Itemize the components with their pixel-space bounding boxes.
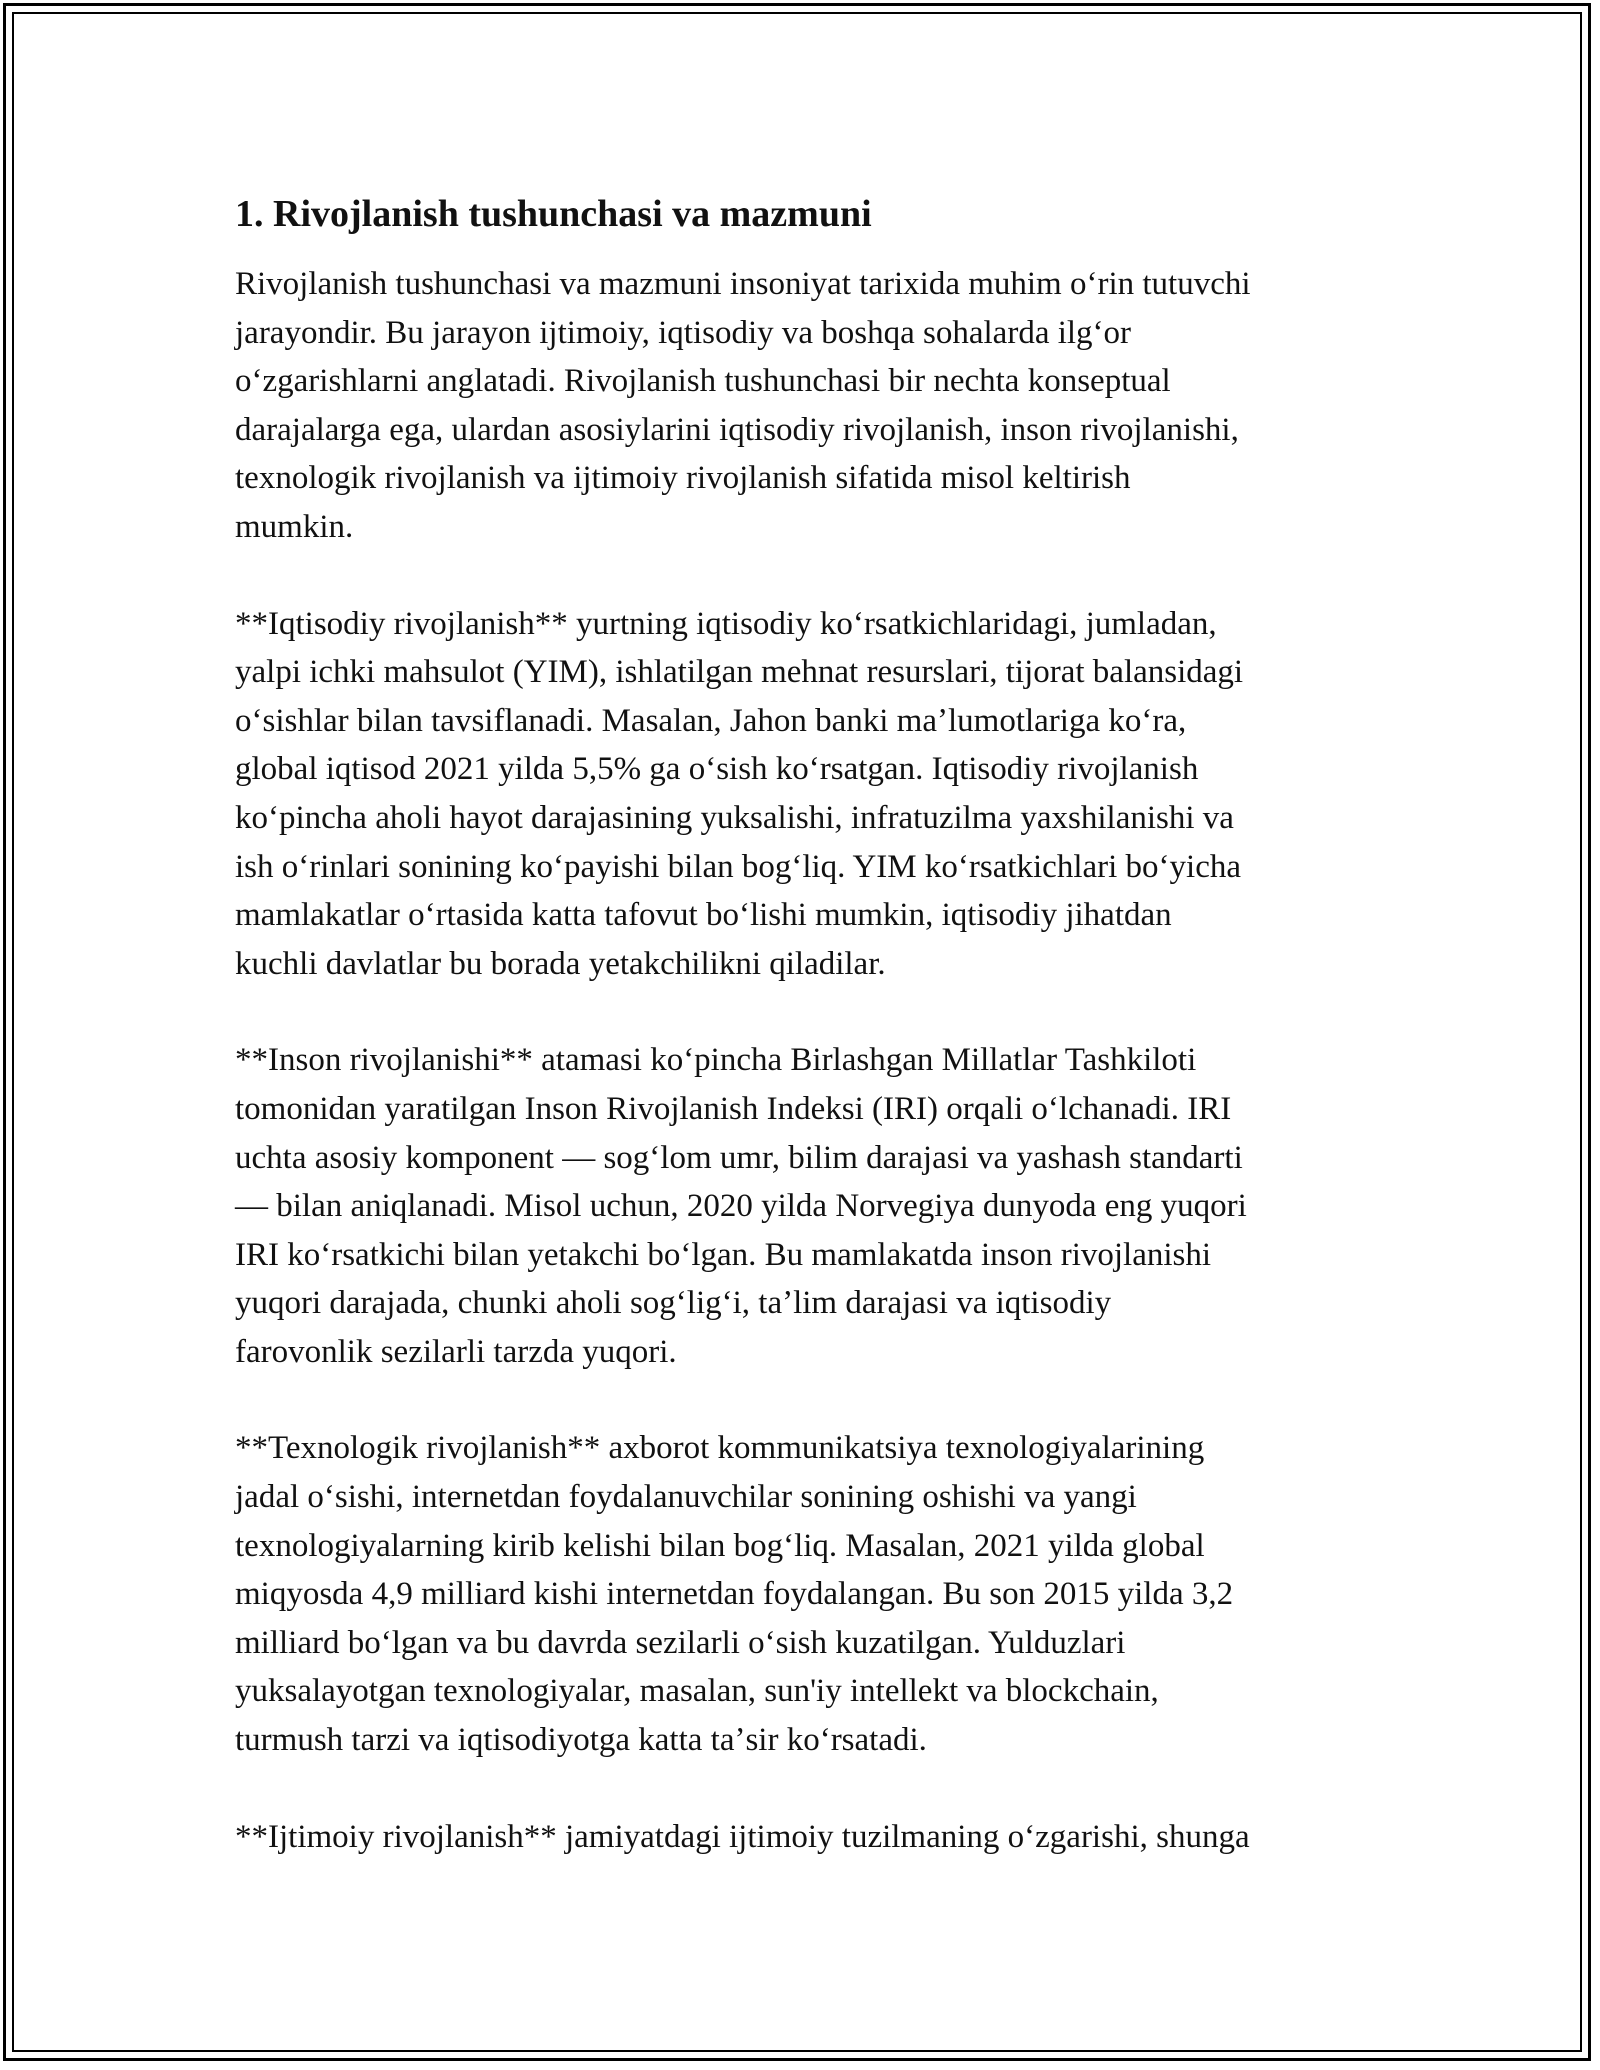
- paragraph-economic-development: **Iqtisodiy rivojlanish** yurtning iqtisodiy koʻrsatkichlaridagi, jumladan, yalpi ichki mahsulot (YIM), ishlatilgan mehnat resurslari, tijorat balansidagi oʻsishlar bilan tavsiflanadi. Masalan, Jahon banki maʼlumotlariga koʻra, global iqtisod 2021 yilda 5,5% ga oʻsish koʻrsatgan. Iqtisodiy rivojlanish koʻpincha aholi hayot darajasining yuksalishi, infratuzilma yaxshilanishi va ish oʻrinlari sonining koʻpayishi bilan bogʻliq. YIM koʻrsatkichlari boʻyicha mamlakatlar oʻrtasida katta tafovut boʻlishi mumkin, iqtisodiy jihatdan kuchli davlatlar bu borada yetakchilikni qiladilar.: [235, 605, 1244, 982]
- paragraph-intro: Rivojlanish tushunchasi va mazmuni insoniyat tarixida muhim oʻrin tutuvchi jarayondir. Bu jarayon ijtimoiy, iqtisodiy va boshqa sohalarda ilgʻor oʻzgarishlarni anglatadi. Rivojlanish tushunchasi bir nechta konseptual darajalarga ega, ulardan asosiylarini iqtisodiy rivojlanish, inson rivojlanishi, texnologik rivojlanish va ijtimoiy rivojlanish sifatida misol keltirish mumkin.: [235, 266, 1251, 545]
- document-body: [235, 188, 1375, 1909]
- paragraph-technological-development: **Texnologik rivojlanish** axborot kommunikatsiya texnologiyalarining jadal oʻsishi, internetdan foydalanuvchilar sonining oshishi va yangi texnologiyalarning kirib kelishi bilan bogʻliq. Masalan, 2021 yilda global miqyosda 4,9 milliard kishi internetdan foydalangan. Bu son 2015 yilda 3,2 milliard boʻlgan va bu davrda sezilarli oʻsish kuzatilgan. Yulduzlari yuksalayotgan texnologiyalar, masalan, sun'iy intellekt va blockchain, turmush tarzi va iqtisodiyotga katta taʼsir koʻrsatadi.: [235, 1430, 1234, 1759]
- paragraph-social-development: **Ijtimoiy rivojlanish** jamiyatdagi ijtimoiy tuzilmaning oʻzgarishi, shunga: [235, 1818, 1250, 1855]
- section-heading: 1. Rivojlanish tushunchasi va mazmuni: [235, 193, 872, 235]
- paragraph-human-development: **Inson rivojlanishi** atamasi koʻpincha Birlashgan Millatlar Tashkiloti tomonidan yaratilgan Inson Rivojlanish Indeksi (IRI) orqali oʻlchanadi. IRI uchta asosiy komponent — sogʻlom umr, bilim darajasi va yashash standarti — bilan aniqlanadi. Misol uchun, 2020 yilda Norvegiya dunyoda eng yuqori IRI koʻrsatkichi bilan yetakchi boʻlgan. Bu mamlakatda inson rivojlanishi yuqori darajada, chunki aholi sogʻligʻi, taʼlim darajasi va iqtisodiy farovonlik sezilarli tarzda yuqori.: [235, 1042, 1247, 1370]
